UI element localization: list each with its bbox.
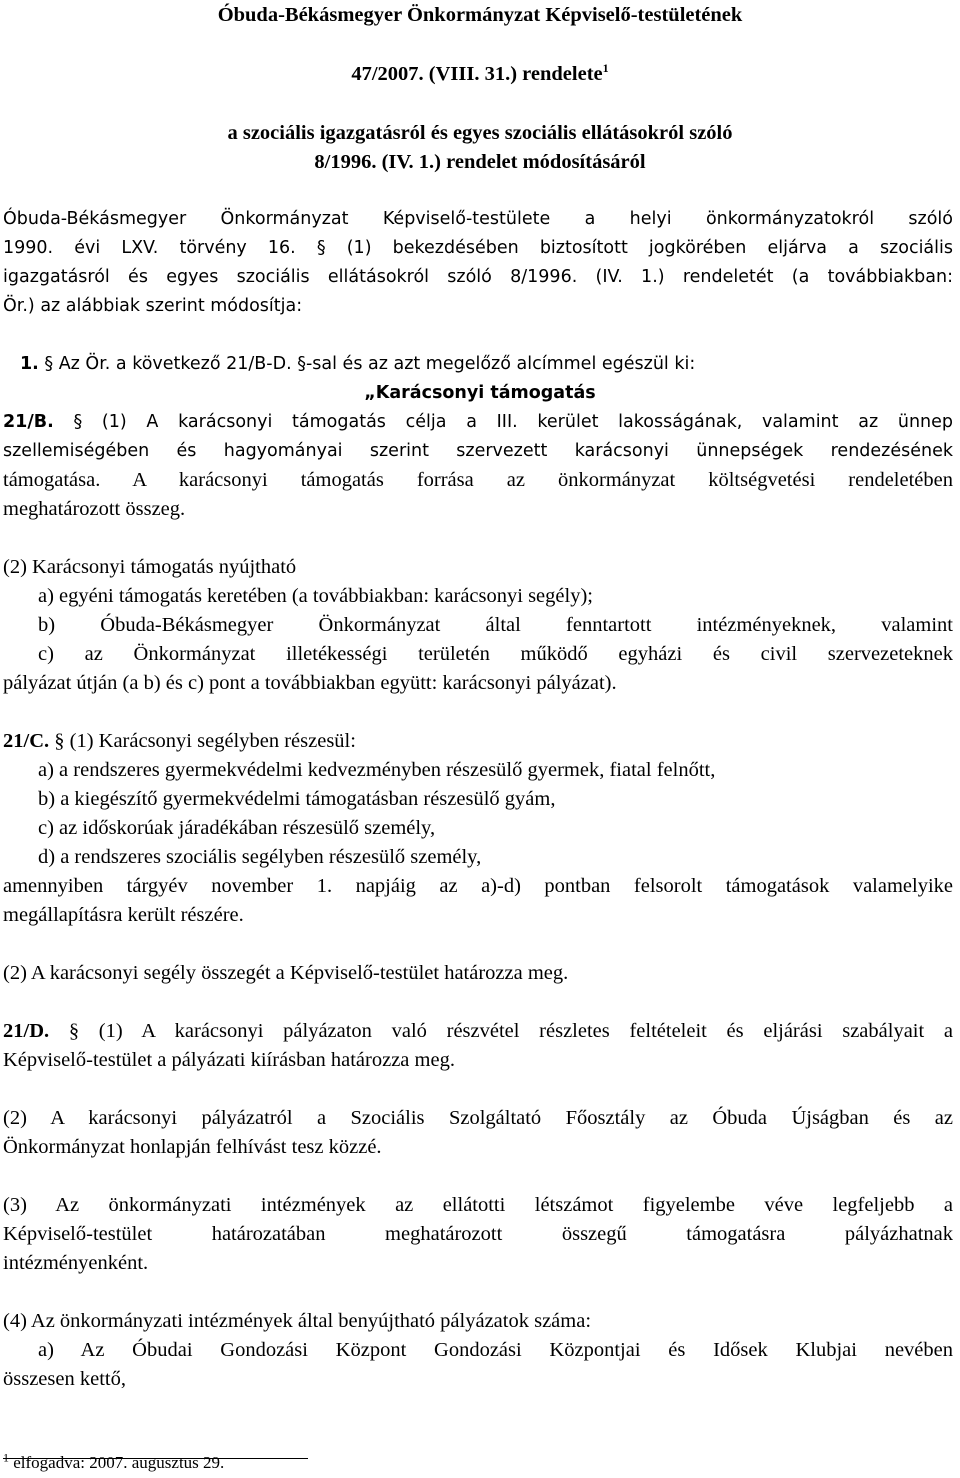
paragraph-21d-3-line: Képviselő-testület határozatában meghatározott összegű támogatásra pályázhatnak [3,1223,953,1245]
regulation-subject-line: 8/1996. (IV. 1.) rendelet módosításáról [314,151,646,173]
regulation-subject-line: a szociális igazgatásról és egyes szociális ellátásokról szóló [227,122,733,144]
section-1-text: § Az Ör. a következő 21/B-D. §-sal és az azt megelőző alcímmel egészül ki: [38,354,696,374]
preamble-line: Ör.) az alábbiak szerint módosítja: [3,296,303,316]
list-item-a: a) egyéni támogatás keretében (a továbbiakban: karácsonyi segély); [38,585,593,607]
paragraph-21b-line: támogatása. A karácsonyi támogatás forrása az önkormányzat költségvetési rendeletében [3,469,953,491]
paragraph-21d-line: Képviselő-testület a pályázati kiírásban határozza meg. [3,1049,455,1071]
paragraph-21c-number: 21/C. [3,730,50,752]
footnote-mark: 1 [3,1450,9,1465]
paragraph-21c-line: amennyiben tárgyév november 1. napjáig az a)-d) pontban felsorolt támogatások valamelyike [3,875,953,897]
paragraph-21b-number: 21/B. [3,412,54,432]
paragraph-21b-line: meghatározott összeg. [3,498,186,520]
subheading-karacsonyi-tamogatas: „Karácsonyi támogatás [364,383,596,403]
list-item-a-continued: összesen kettő, [3,1368,126,1390]
section-1-line [20,350,695,379]
list-item-c-continued: pályázat útján (a b) és c) pont a továbbiakban együtt: karácsonyi pályázat). [3,672,617,694]
paragraph-21d-3-line: (3) Az önkormányzati intézmények az ellátotti létszámot figyelembe véve legfeljebb a [3,1194,953,1216]
footnote-text: elfogadva: 2007. augusztus 29. [9,1453,225,1472]
paragraph-21d-2-line: (2) A karácsonyi pályázatról a Szociális Szolgáltató Főosztály az Óbuda Újságban és az [3,1107,953,1129]
paragraph-21d-line [3,1017,953,1046]
paragraph-21c-text: § (1) Karácsonyi segélyben részesül: [49,730,356,752]
paragraph-21b-2-heading: (2) Karácsonyi támogatás nyújtható [3,556,297,578]
paragraph-21d-3-line: intézményenként. [3,1252,149,1274]
paragraph-21d-2-line: Önkormányzat honlapján felhívást tesz közzé. [3,1136,382,1158]
regulation-number-text: 47/2007. (VIII. 31.) rendelete [351,63,603,85]
list-item-c: c) az Önkormányzat illetékességi területén működő egyházi és civil szervezeteknek [38,643,953,665]
paragraph-21d-number: 21/D. [3,1020,50,1042]
paragraph-21b-line [3,408,953,437]
list-item-a: a) a rendszeres gyermekvédelmi kedvezményben részesülő gyermek, fiatal felnőtt, [38,759,716,781]
preamble-line: Óbuda-Békásmegyer Önkormányzat Képviselő-testülete a helyi önkormányzatokról szóló [3,209,953,229]
paragraph-21b-text: § (1) A karácsonyi támogatás célja a III. kerület lakosságának, valamint az ünnep [53,412,953,432]
footnote-reference: 1 [602,61,609,76]
paragraph-21b-line: szellemiségében és hagyományai szerint szervezett karácsonyi ünnepségek rendezésének [3,441,953,461]
preamble-line: igazgatásról és egyes szociális ellátásokról szóló 8/1996. (IV. 1.) rendeletét (a továbbiakban: [3,267,953,287]
preamble-line: 1990. évi LXV. törvény 16. § (1) bekezdésében biztosított jogkörében eljárva a szociális [3,238,953,258]
footnote [3,1450,224,1476]
paragraph-21c-2: (2) A karácsonyi segély összegét a Képviselő-testület határozza meg. [3,962,569,984]
list-item-d: d) a rendszeres szociális segélyben részesülő személy, [38,846,482,868]
list-item-b: b) Óbuda-Békásmegyer Önkormányzat által fenntartott intézményeknek, valamint [38,614,953,636]
regulation-number [0,60,960,89]
document-title: Óbuda-Békásmegyer Önkormányzat Képviselő-testületének [217,4,743,26]
paragraph-21c-line: megállapításra került részére. [3,904,244,926]
section-1-number: 1. [20,354,39,374]
list-item-b: b) a kiegészítő gyermekvédelmi támogatásban részesülő gyám, [38,788,556,810]
list-item-c: c) az időskorúak járadékában részesülő személy, [38,817,436,839]
list-item-a: a) Az Óbudai Gondozási Központ Gondozási Központjai és Idősek Klubjai nevében [38,1339,953,1361]
paragraph-21c-line [3,727,356,756]
paragraph-21d-4-heading: (4) Az önkormányzati intézmények által benyújtható pályázatok száma: [3,1310,592,1332]
paragraph-21d-text: § (1) A karácsonyi pályázaton való részvétel részletes feltételeit és eljárási szabályait a [49,1020,953,1042]
